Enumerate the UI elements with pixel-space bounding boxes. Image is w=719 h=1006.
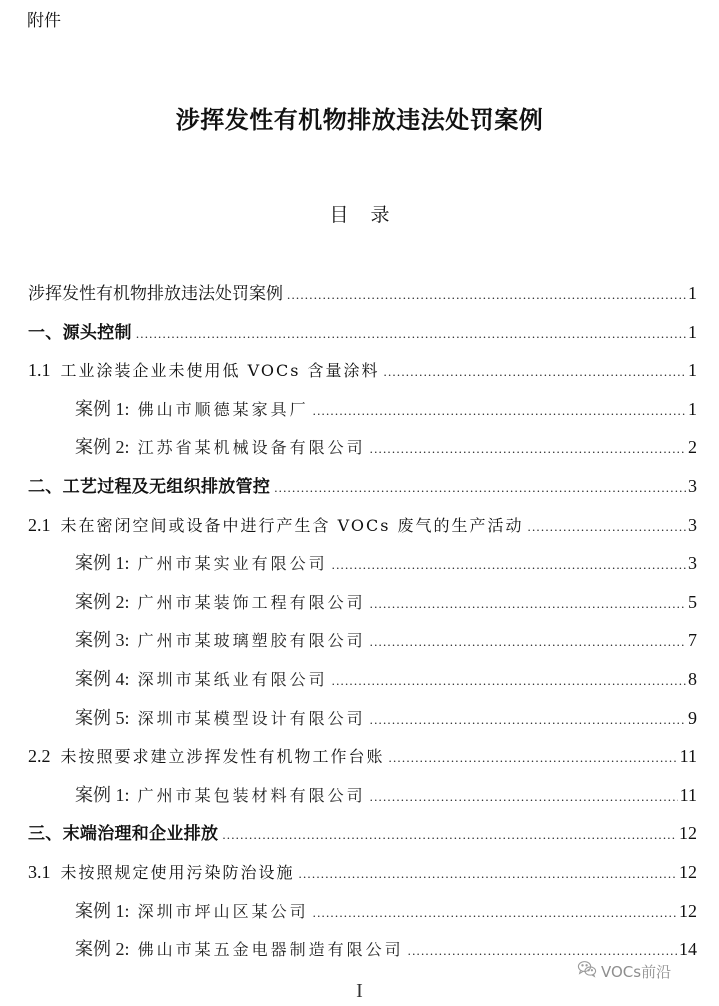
toc-entry-text: 广州市某装饰工程有限公司	[137, 592, 366, 612]
toc-entry-subsection-1-1[interactable]	[28, 356, 697, 395]
toc-entry-text: 佛山市某五金电器制造有限公司	[137, 940, 404, 960]
watermark-text: VOCs前沿	[601, 962, 672, 981]
dot-leader	[222, 821, 677, 849]
watermark	[577, 960, 671, 982]
toc-entry-page: 2	[688, 437, 697, 458]
attachment-label: 附件	[27, 11, 61, 31]
dot-leader	[313, 397, 686, 425]
toc-entry-page: 8	[688, 668, 697, 689]
toc-entry-page: 3	[688, 553, 697, 574]
toc-entry-text: 未按照规定使用污染防治设施	[60, 862, 295, 882]
toc-entry-number: 案例 1:	[75, 398, 130, 419]
toc-entry-page: 12	[679, 861, 697, 882]
toc-entry-section-1[interactable]	[28, 318, 697, 357]
dot-leader	[332, 551, 686, 579]
dot-leader	[370, 590, 686, 618]
toc-entry-label	[75, 395, 313, 424]
dot-leader	[313, 899, 677, 927]
toc-entry-number: 案例 2:	[75, 591, 130, 612]
toc-entry-label	[75, 588, 370, 617]
toc-entry-case[interactable]	[28, 549, 697, 588]
toc-entry-case[interactable]	[28, 588, 697, 627]
toc-entry-label	[75, 897, 313, 926]
toc-entry-section-2[interactable]	[28, 472, 697, 511]
toc-entry-case[interactable]	[28, 395, 697, 434]
toc-entry-text: 未在密闭空间或设备中进行产生含 VOCs 废气的生产活动	[60, 515, 524, 535]
toc-entry-number: 案例 1:	[75, 900, 130, 921]
dot-leader	[370, 783, 678, 811]
toc-entry-page: 12	[679, 823, 697, 844]
toc-entry-label	[28, 742, 389, 771]
toc-entry-label	[75, 433, 370, 462]
toc-entry-text: 深圳市某纸业有限公司	[137, 669, 328, 689]
toc-heading-char-2: 录	[370, 204, 390, 226]
toc-entry-page: 11	[679, 746, 697, 767]
toc-entry-subsection-3-1[interactable]	[28, 858, 697, 897]
toc-entry-case[interactable]	[28, 665, 697, 704]
toc-entry-page: 7	[688, 630, 697, 651]
dot-leader	[332, 667, 686, 695]
toc-entry-case[interactable]	[28, 433, 697, 472]
toc-entry-page: 5	[688, 591, 697, 612]
dot-leader	[370, 435, 686, 463]
toc-entry-label	[28, 858, 299, 887]
dot-leader	[370, 706, 686, 734]
toc-entry-number: 案例 1:	[75, 784, 130, 805]
dot-leader	[274, 474, 686, 502]
toc-entry-label	[75, 781, 370, 810]
toc-entry-number: 2.1	[28, 514, 51, 535]
toc-entry-number: 案例 2:	[75, 437, 130, 458]
toc-entry-text: 广州市某包装材料有限公司	[137, 785, 366, 805]
toc-entry-number: 案例 4:	[75, 668, 130, 689]
document-title: 涉挥发性有机物排放违法处罚案例	[175, 105, 544, 134]
toc-entry-page: 3	[688, 514, 697, 535]
toc-entry-number: 案例 2:	[75, 939, 130, 960]
toc-entry-case[interactable]	[28, 781, 697, 820]
toc-entry-text: 深圳市坪山区某公司	[137, 901, 309, 921]
toc-entry-page: 3	[688, 475, 697, 496]
toc-entry-subsection-2-1[interactable]	[28, 511, 697, 550]
toc-entry-page: 1	[688, 398, 697, 419]
toc-entry-label	[28, 511, 528, 540]
toc-entry-section-3[interactable]	[28, 819, 697, 858]
toc-entry-label	[75, 549, 332, 578]
dot-leader	[287, 281, 686, 309]
dot-leader	[299, 860, 677, 888]
dot-leader	[528, 513, 686, 541]
toc-entry-label	[75, 704, 370, 733]
dot-leader	[389, 744, 678, 772]
dot-leader	[370, 628, 686, 656]
toc-entry-case[interactable]	[28, 897, 697, 936]
toc-entry-page: 12	[679, 900, 697, 921]
dot-leader	[136, 320, 686, 348]
toc-entry-label	[75, 626, 370, 655]
toc-entry-text: 未按照要求建立涉挥发性有机物工作台账	[60, 747, 385, 767]
page-number: I	[356, 980, 363, 1002]
toc-entry-label: 涉挥发性有机物排放违法处罚案例	[28, 284, 283, 304]
toc-entry-text: 广州市某玻璃塑胶有限公司	[137, 631, 366, 651]
toc-entry-number: 1.1	[28, 360, 51, 381]
toc-entry-text: 广州市某实业有限公司	[137, 554, 328, 574]
toc-entry-label	[75, 665, 332, 694]
toc-entry-page: 1	[688, 360, 697, 381]
toc-entry-page: 11	[679, 784, 697, 805]
toc-entry-label: 一、源头控制	[28, 322, 132, 343]
toc-heading-char-1: 目	[329, 204, 349, 226]
toc-heading	[0, 200, 719, 227]
table-of-contents	[28, 279, 697, 974]
toc-entry-label	[75, 935, 408, 964]
toc-entry-text: 工业涂装企业未使用低 VOCs 含量涂料	[60, 361, 380, 381]
toc-entry-number: 3.1	[28, 861, 51, 882]
toc-entry-number: 案例 1:	[75, 553, 130, 574]
toc-entry-number: 2.2	[28, 746, 51, 767]
toc-entry-number: 案例 3:	[75, 630, 130, 651]
toc-entry-page: 14	[679, 939, 697, 960]
toc-entry-label: 三、末端治理和企业排放	[28, 824, 219, 845]
toc-entry-text: 深圳市某模型设计有限公司	[137, 708, 366, 728]
toc-entry-case[interactable]	[28, 704, 697, 743]
toc-entry-document[interactable]	[28, 279, 697, 318]
toc-entry-subsection-2-2[interactable]	[28, 742, 697, 781]
wechat-icon	[577, 960, 597, 982]
toc-entry-text: 佛山市顺德某家具厂	[137, 399, 309, 419]
toc-entry-page: 1	[688, 321, 697, 342]
toc-entry-label: 二、工艺过程及无组织排放管控	[28, 476, 271, 497]
toc-entry-page: 9	[688, 707, 697, 728]
toc-entry-page: 1	[688, 283, 697, 303]
toc-entry-case[interactable]	[28, 626, 697, 665]
toc-entry-label	[28, 356, 384, 385]
toc-entry-text: 江苏省某机械设备有限公司	[137, 438, 366, 458]
toc-entry-number: 案例 5:	[75, 707, 130, 728]
dot-leader	[384, 358, 686, 386]
